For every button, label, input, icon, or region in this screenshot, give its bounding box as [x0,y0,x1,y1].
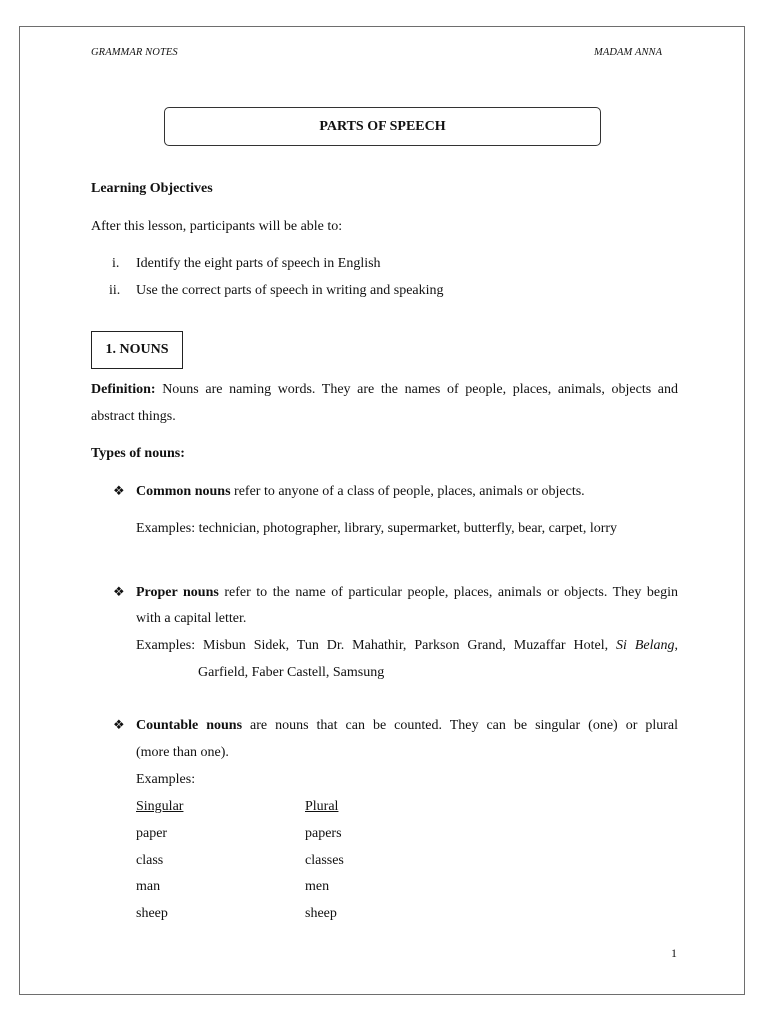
table-row-singular: class [136,853,164,868]
common-nouns-examples: Examples: technician, photographer, library, supermarket, butterfly, bear, carpet, lorry [136,521,618,536]
table-row-singular: sheep [136,906,168,921]
table-row-plural: sheep [305,906,337,921]
bullet-diamond-icon: ❖ [113,585,125,600]
table-row-plural: men [305,879,330,894]
column-header-plural: Plural [305,799,339,814]
proper-nouns-examples-2: Garfield, Faber Castell, Samsung [198,665,385,680]
table-row-singular: paper [136,826,168,841]
page-number: 1 [671,946,677,960]
proper-nouns-line-1 [136,585,678,601]
bullet-diamond-icon: ❖ [113,718,125,733]
countable-examples-label: Examples: [136,772,196,787]
bullet-diamond-icon: ❖ [113,484,125,499]
column-header-singular: Singular [136,799,184,814]
objective-text-2: Use the correct parts of speech in writing and speaking [136,283,444,298]
countable-nouns-line-2: (more than one). [136,745,229,760]
definition-line-2: abstract things. [91,409,176,424]
proper-nouns-examples-a: Examples: Misbun Sidek, Tun Dr. Mahathir, Parkson Grand, Muzaffar Hotel, [136,638,609,653]
page-border [19,26,745,995]
countable-nouns-term: Countable nouns [136,718,243,733]
proper-nouns-desc-1: refer to the name of particular people, places, animals or objects. They begin [224,585,679,600]
table-row-singular: man [136,879,161,894]
proper-nouns-term: Proper nouns [136,585,219,600]
proper-nouns-line-2: with a capital letter. [136,611,247,626]
common-nouns-desc: refer to anyone of a class of people, places, animals or objects. [234,484,585,499]
objective-text-1: Identify the eight parts of speech in English [136,256,381,271]
countable-nouns-desc-1: are nouns that can be counted. They can be singular (one) or plural [250,718,679,733]
objective-num-1: i. [112,256,120,271]
objectives-intro: After this lesson, participants will be able to: [91,219,343,234]
definition-text-1: Nouns are naming words. They are the names of people, places, animals, objects and [162,382,678,397]
objective-num-2: ii. [109,283,121,298]
table-row-plural: classes [305,853,344,868]
types-heading: Types of nouns: [91,446,185,461]
section-title-nouns: 1. NOUNS [91,331,183,369]
header-right: MADAM ANNA [594,47,663,58]
definition-line-1 [91,382,678,398]
common-nouns-term: Common nouns [136,484,231,499]
page-title: PARTS OF SPEECH [164,107,601,146]
proper-nouns-examples-italic: Si Belang [616,638,675,653]
header-left: GRAMMAR NOTES [91,47,178,58]
definition-label: Definition: [91,382,156,397]
objectives-heading: Learning Objectives [91,181,213,196]
table-row-plural: papers [305,826,342,841]
proper-nouns-examples-1 [136,638,678,654]
countable-nouns-line-1 [136,718,678,734]
proper-nouns-examples-comma: , [674,638,679,653]
common-nouns-line [136,484,585,500]
